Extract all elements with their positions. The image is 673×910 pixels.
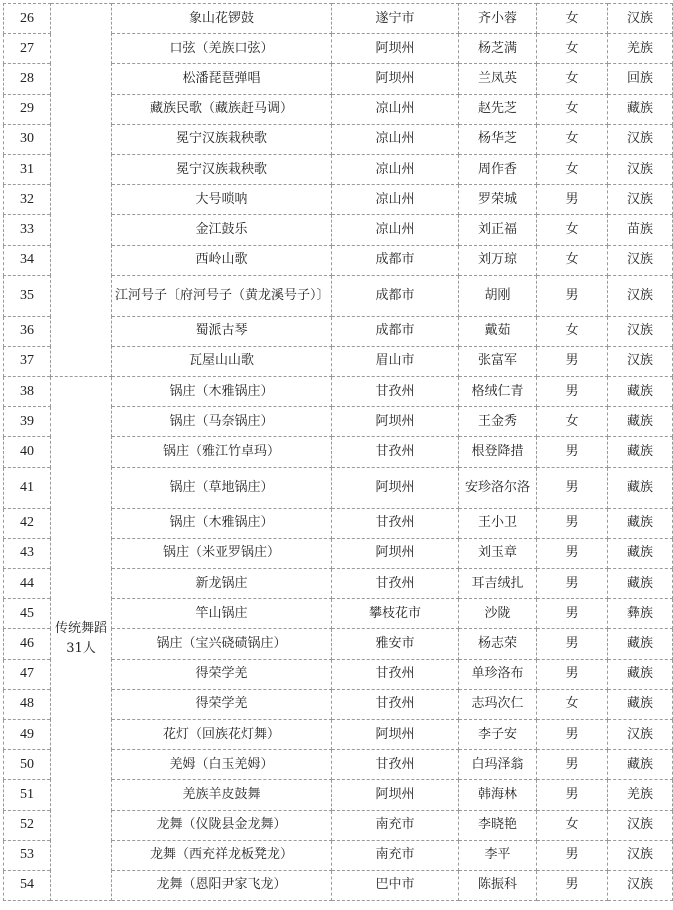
row-number: 28 — [4, 64, 51, 94]
heritage-inheritors-table-wrapper — [3, 3, 673, 901]
project-name: 龙舞（西充祥龙板凳龙） — [112, 840, 332, 870]
inheritor-name: 白玛泽翁 — [459, 750, 537, 780]
sex: 男 — [537, 599, 608, 629]
sex: 男 — [537, 538, 608, 568]
row-number: 34 — [4, 245, 51, 275]
inheritor-name: 刘正福 — [459, 215, 537, 245]
sex: 男 — [537, 275, 608, 316]
sex: 女 — [537, 215, 608, 245]
project-name: 锅庄（马奈锅庄） — [112, 407, 332, 437]
ethnicity: 汉族 — [608, 245, 673, 275]
project-name: 锅庄（木雅锅庄） — [112, 377, 332, 407]
ethnicity: 苗族 — [608, 215, 673, 245]
row-number: 39 — [4, 407, 51, 437]
sex: 男 — [537, 870, 608, 900]
sex: 男 — [537, 659, 608, 689]
sex: 男 — [537, 569, 608, 599]
city: 凉山州 — [332, 215, 459, 245]
sex: 女 — [537, 64, 608, 94]
inheritor-name: 齐小蓉 — [459, 4, 537, 34]
ethnicity: 藏族 — [608, 467, 673, 508]
ethnicity: 汉族 — [608, 719, 673, 749]
project-name: 江河号子〔府河号子（黄龙溪号子）〕 — [112, 275, 332, 316]
sex: 女 — [537, 316, 608, 346]
inheritor-name: 胡刚 — [459, 275, 537, 316]
ethnicity: 汉族 — [608, 4, 673, 34]
ethnicity: 汉族 — [608, 316, 673, 346]
row-number: 49 — [4, 719, 51, 749]
city: 成都市 — [332, 275, 459, 316]
project-name: 松潘琵琶弹唱 — [112, 64, 332, 94]
sex: 男 — [537, 780, 608, 810]
inheritor-name: 陈振科 — [459, 870, 537, 900]
category-cell-dance: 传统舞蹈31人 — [51, 377, 112, 901]
row-number: 30 — [4, 124, 51, 154]
table-row — [4, 377, 673, 407]
city: 南充市 — [332, 840, 459, 870]
inheritor-name: 周作香 — [459, 154, 537, 184]
project-name: 锅庄（米亚罗锅庄） — [112, 538, 332, 568]
city: 甘孜州 — [332, 569, 459, 599]
inheritor-name: 王小卫 — [459, 508, 537, 538]
project-name: 花灯（回族花灯舞） — [112, 719, 332, 749]
inheritor-name: 李平 — [459, 840, 537, 870]
inheritor-name: 安珍洛尔洛 — [459, 467, 537, 508]
city: 甘孜州 — [332, 508, 459, 538]
project-name: 瓦屋山山歌 — [112, 346, 332, 376]
sex: 男 — [537, 377, 608, 407]
row-number: 47 — [4, 659, 51, 689]
city: 眉山市 — [332, 346, 459, 376]
ethnicity: 汉族 — [608, 124, 673, 154]
ethnicity: 羌族 — [608, 34, 673, 64]
row-number: 40 — [4, 437, 51, 467]
project-name: 得荣学羌 — [112, 659, 332, 689]
city: 甘孜州 — [332, 689, 459, 719]
project-name: 冕宁汉族栽秧歌 — [112, 124, 332, 154]
sex: 女 — [537, 94, 608, 124]
row-number: 36 — [4, 316, 51, 346]
sex: 男 — [537, 750, 608, 780]
row-number: 46 — [4, 629, 51, 659]
project-name: 锅庄（宝兴硗碛锅庄） — [112, 629, 332, 659]
row-number: 53 — [4, 840, 51, 870]
inheritor-name: 戴茹 — [459, 316, 537, 346]
city: 凉山州 — [332, 185, 459, 215]
ethnicity: 藏族 — [608, 629, 673, 659]
project-name: 蜀派古琴 — [112, 316, 332, 346]
project-name: 金江鼓乐 — [112, 215, 332, 245]
inheritor-name: 李晓艳 — [459, 810, 537, 840]
sex: 男 — [537, 467, 608, 508]
sex: 女 — [537, 4, 608, 34]
sex: 女 — [537, 407, 608, 437]
row-number: 33 — [4, 215, 51, 245]
project-name: 羌姆（白玉羌姆） — [112, 750, 332, 780]
ethnicity: 藏族 — [608, 659, 673, 689]
city: 阿坝州 — [332, 64, 459, 94]
inheritor-name: 格绒仁青 — [459, 377, 537, 407]
project-name: 锅庄（雅江竹卓玛） — [112, 437, 332, 467]
row-number: 45 — [4, 599, 51, 629]
project-name: 龙舞（仪陇县金龙舞） — [112, 810, 332, 840]
row-number: 48 — [4, 689, 51, 719]
city: 阿坝州 — [332, 538, 459, 568]
inheritor-name: 刘万琼 — [459, 245, 537, 275]
city: 甘孜州 — [332, 659, 459, 689]
ethnicity: 回族 — [608, 64, 673, 94]
project-name: 竿山锅庄 — [112, 599, 332, 629]
project-name: 新龙锅庄 — [112, 569, 332, 599]
inheritor-name: 刘玉章 — [459, 538, 537, 568]
row-number: 37 — [4, 346, 51, 376]
ethnicity: 汉族 — [608, 185, 673, 215]
ethnicity: 藏族 — [608, 94, 673, 124]
project-name: 西岭山歌 — [112, 245, 332, 275]
sex: 男 — [537, 185, 608, 215]
row-number: 51 — [4, 780, 51, 810]
project-name: 锅庄（草地锅庄） — [112, 467, 332, 508]
city: 南充市 — [332, 810, 459, 840]
city: 阿坝州 — [332, 719, 459, 749]
city: 阿坝州 — [332, 780, 459, 810]
ethnicity: 汉族 — [608, 840, 673, 870]
city: 甘孜州 — [332, 437, 459, 467]
row-number: 27 — [4, 34, 51, 64]
sex: 男 — [537, 346, 608, 376]
city: 阿坝州 — [332, 467, 459, 508]
inheritor-name: 杨华芝 — [459, 124, 537, 154]
ethnicity: 藏族 — [608, 750, 673, 780]
city: 雅安市 — [332, 629, 459, 659]
city: 阿坝州 — [332, 34, 459, 64]
sex: 男 — [537, 437, 608, 467]
project-name: 大号唢呐 — [112, 185, 332, 215]
inheritor-name: 杨志荣 — [459, 629, 537, 659]
inheritor-name: 沙陇 — [459, 599, 537, 629]
sex: 女 — [537, 124, 608, 154]
row-number: 42 — [4, 508, 51, 538]
inheritor-name: 李子安 — [459, 719, 537, 749]
heritage-inheritors-table — [3, 3, 673, 901]
city: 甘孜州 — [332, 377, 459, 407]
inheritor-name: 赵先芝 — [459, 94, 537, 124]
ethnicity: 藏族 — [608, 569, 673, 599]
city: 巴中市 — [332, 870, 459, 900]
table-row — [4, 4, 673, 34]
city: 遂宁市 — [332, 4, 459, 34]
row-number: 26 — [4, 4, 51, 34]
ethnicity: 羌族 — [608, 780, 673, 810]
table-body — [4, 4, 673, 901]
inheritor-name: 兰凤英 — [459, 64, 537, 94]
inheritor-name: 耳吉绒扎 — [459, 569, 537, 599]
ethnicity: 汉族 — [608, 346, 673, 376]
row-number: 41 — [4, 467, 51, 508]
sex: 女 — [537, 34, 608, 64]
inheritor-name: 罗荣城 — [459, 185, 537, 215]
sex: 男 — [537, 629, 608, 659]
inheritor-name: 王金秀 — [459, 407, 537, 437]
city: 阿坝州 — [332, 407, 459, 437]
inheritor-name: 韩海林 — [459, 780, 537, 810]
row-number: 50 — [4, 750, 51, 780]
project-name: 象山花锣鼓 — [112, 4, 332, 34]
project-name: 冕宁汉族栽秧歌 — [112, 154, 332, 184]
city: 凉山州 — [332, 124, 459, 154]
ethnicity: 藏族 — [608, 508, 673, 538]
row-number: 32 — [4, 185, 51, 215]
inheritor-name: 杨芝满 — [459, 34, 537, 64]
row-number: 54 — [4, 870, 51, 900]
ethnicity: 汉族 — [608, 154, 673, 184]
inheritor-name: 志玛次仁 — [459, 689, 537, 719]
row-number: 43 — [4, 538, 51, 568]
ethnicity: 藏族 — [608, 538, 673, 568]
ethnicity: 藏族 — [608, 407, 673, 437]
row-number: 52 — [4, 810, 51, 840]
row-number: 29 — [4, 94, 51, 124]
sex: 女 — [537, 245, 608, 275]
row-number: 35 — [4, 275, 51, 316]
row-number: 44 — [4, 569, 51, 599]
inheritor-name: 根登降措 — [459, 437, 537, 467]
ethnicity: 藏族 — [608, 437, 673, 467]
city: 成都市 — [332, 316, 459, 346]
project-name: 口弦（羌族口弦） — [112, 34, 332, 64]
ethnicity: 汉族 — [608, 870, 673, 900]
ethnicity: 汉族 — [608, 810, 673, 840]
sex: 男 — [537, 508, 608, 538]
ethnicity: 汉族 — [608, 275, 673, 316]
row-number: 31 — [4, 154, 51, 184]
inheritor-name: 张富军 — [459, 346, 537, 376]
ethnicity: 藏族 — [608, 689, 673, 719]
sex: 男 — [537, 840, 608, 870]
city: 凉山州 — [332, 94, 459, 124]
project-name: 得荣学羌 — [112, 689, 332, 719]
city: 甘孜州 — [332, 750, 459, 780]
row-number: 38 — [4, 377, 51, 407]
project-name: 锅庄（木雅锅庄） — [112, 508, 332, 538]
project-name: 龙舞（恩阳尹家飞龙） — [112, 870, 332, 900]
city: 攀枝花市 — [332, 599, 459, 629]
sex: 男 — [537, 719, 608, 749]
project-name: 藏族民歌（藏族赶马调） — [112, 94, 332, 124]
category-cell-continued — [51, 4, 112, 377]
city: 凉山州 — [332, 154, 459, 184]
inheritor-name: 单珍洛布 — [459, 659, 537, 689]
project-name: 羌族羊皮鼓舞 — [112, 780, 332, 810]
sex: 女 — [537, 810, 608, 840]
city: 成都市 — [332, 245, 459, 275]
ethnicity: 彝族 — [608, 599, 673, 629]
ethnicity: 藏族 — [608, 377, 673, 407]
sex: 女 — [537, 689, 608, 719]
sex: 女 — [537, 154, 608, 184]
